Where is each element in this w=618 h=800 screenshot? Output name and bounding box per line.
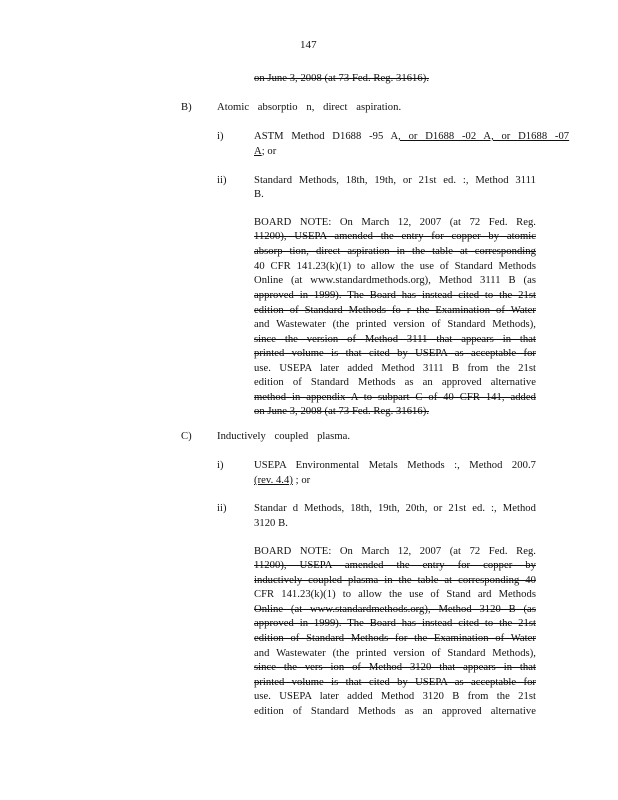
c-note-line: edition of Standard Methods for the Examination of Water <box>254 633 536 644</box>
section-c-title: Inductively coupled plasma. <box>217 431 351 442</box>
b-note-line: use. USEPA later added Method 3111 B from the 21st <box>254 363 536 374</box>
section-b-ii-line2: B. <box>254 189 264 200</box>
section-c-i-line2-b: ; or <box>292 475 311 486</box>
c-note-line: Online (at www.standardmethods.org), Method 3120 B (as <box>254 604 536 615</box>
c-note-line: use. USEPA later added Method 3120 B from the 21st <box>254 691 536 702</box>
section-c-i-line2 <box>254 473 310 489</box>
section-c-i-line2-a: (rev. 4.4) <box>254 475 293 486</box>
b-note-line: method in appendix A to subpart C of 40 CFR 141, added <box>254 392 536 403</box>
section-c-ii-line2: 3120 B. <box>254 518 288 529</box>
c-note-line: since the vers ion of Method 3120 that appears in that <box>254 662 536 673</box>
c-note-line: BOARD NOTE: On March 12, 2007 (at 72 Fed. Reg. <box>254 546 536 557</box>
b-note-line: 40 CFR 141.23(k)(1) to allow the use of Standard Methods <box>254 261 536 272</box>
b-note-line: 11200), USEPA amended the entry for copper by atomic <box>254 231 536 242</box>
c-note-line: 11200), USEPA amended the entry for copper by <box>254 560 536 571</box>
section-b-i-line2 <box>254 144 276 160</box>
b-note-line: absorp tion, direct aspiration in the table at corresponding <box>254 246 536 257</box>
section-b-i-line1 <box>254 129 569 145</box>
section-b-i-line2-b: ; or <box>261 146 277 157</box>
section-c-i-line1: USEPA Environmental Metals Methods :, Method 200.7 <box>254 460 536 471</box>
c-note-line: approved in 1999). The Board has instead cited to the 21st <box>254 618 536 629</box>
c-note-line: and Wastewater (the printed version of Standard Methods), <box>254 648 536 659</box>
b-note-line: edition of Standard Methods fo r the Examination of Water <box>254 305 536 316</box>
section-b-letter: B) <box>181 102 192 113</box>
continued-note-line: on June 3, 2008 (at 73 Fed. Reg. 31616). <box>254 73 430 84</box>
b-note-line: approved in 1999). The Board has instead cited to the 21st <box>254 290 536 301</box>
section-b-i-line1-a: ASTM Method D1688 -95 A <box>254 131 399 142</box>
b-note-line: BOARD NOTE: On March 12, 2007 (at 72 Fed. Reg. <box>254 217 536 228</box>
section-b-i-line1-b: , or D1688 -02 A, or D1688 -07 <box>398 131 570 142</box>
section-b-i-label: i) <box>217 131 224 142</box>
c-note-line: printed volume is that cited by USEPA as acceptable for <box>254 677 536 688</box>
section-c-ii-line1: Standar d Methods, 18th, 19th, 20th, or 21st ed. :, Method <box>254 503 536 514</box>
section-b-ii-label: ii) <box>217 175 227 186</box>
section-b-i-line2-a: A <box>254 146 262 157</box>
section-c-i-label: i) <box>217 460 224 471</box>
b-note-line: and Wastewater (the printed version of Standard Methods), <box>254 319 536 330</box>
section-c-ii-label: ii) <box>217 503 227 514</box>
section-c-letter: C) <box>181 431 192 442</box>
b-note-line: Online (at www.standardmethods.org), Method 3111 B (as <box>254 275 536 286</box>
b-note-line: since the version of Method 3111 that appears in that <box>254 334 536 345</box>
section-b-ii-line1: Standard Methods, 18th, 19th, or 21st ed. :, Method 3111 <box>254 175 536 186</box>
section-b-title: Atomic absorptio n, direct aspiration. <box>217 102 402 113</box>
b-note-line: printed volume is that cited by USEPA as acceptable for <box>254 348 536 359</box>
c-note-line: inductively coupled plasma in the table at corresponding 40 <box>254 575 536 586</box>
c-note-line: CFR 141.23(k)(1) to allow the use of Stand ard Methods <box>254 589 536 600</box>
b-note-line: on June 3, 2008 (at 73 Fed. Reg. 31616). <box>254 406 430 417</box>
c-note-line: edition of Standard Methods as an approved alternative <box>254 706 536 717</box>
b-note-line: edition of Standard Methods as an approved alternative <box>254 377 536 388</box>
page-number: 147 <box>300 39 317 51</box>
